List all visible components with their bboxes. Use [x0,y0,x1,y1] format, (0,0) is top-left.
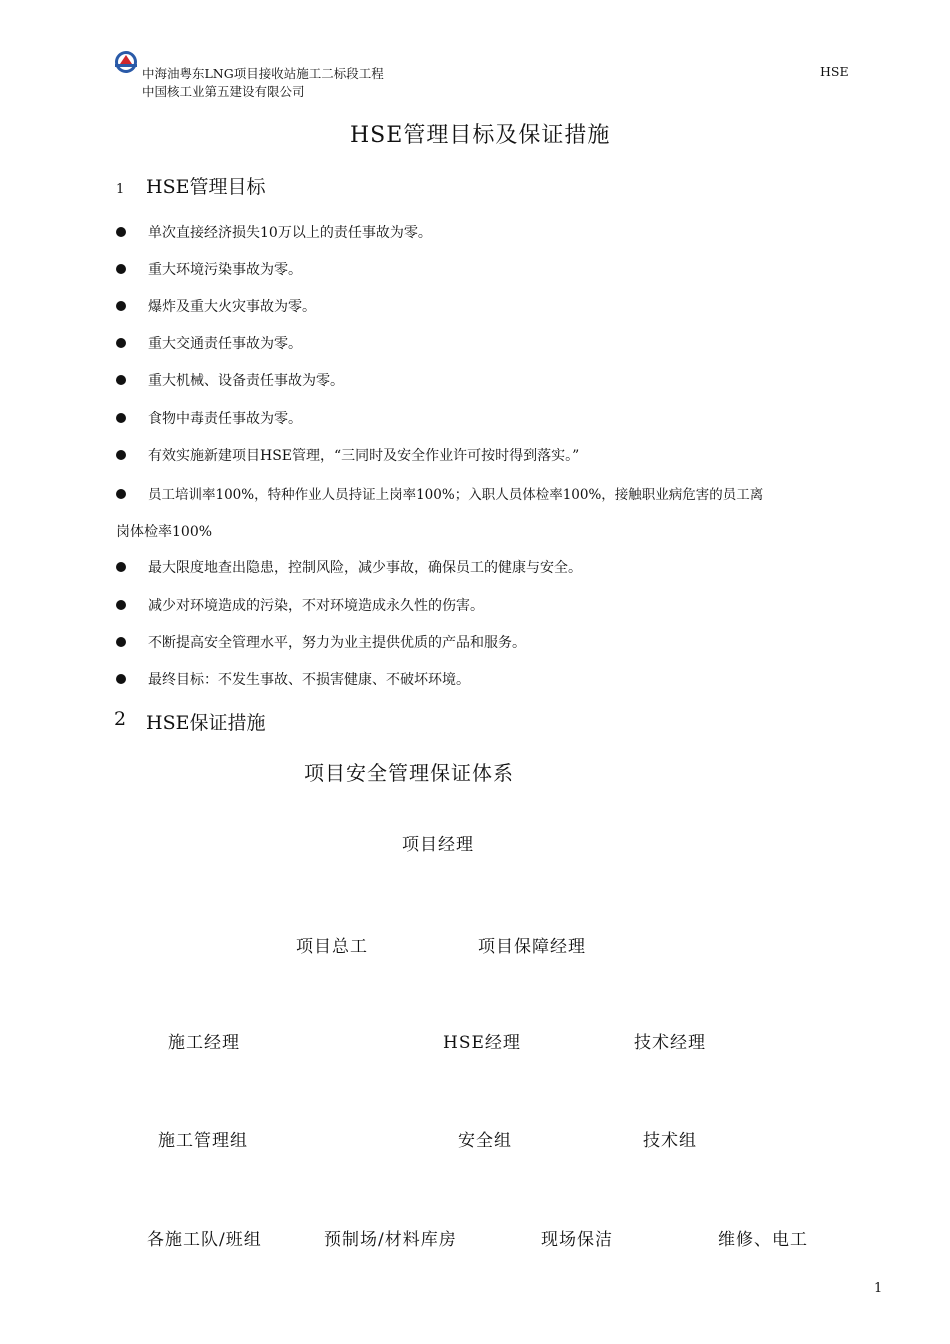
header-project-name: 中海油粤东LNG项目接收站施工二标段工程 [142,66,384,81]
org-node-work-teams: 各施工队/班组 [147,1230,262,1250]
org-node-construction-group: 施工管理组 [158,1131,248,1151]
header-company-name: 中国核工业第五建设有限公司 [142,84,305,99]
bullet-icon [116,600,126,610]
section1-heading: HSE管理目标 [146,176,266,198]
bullet-icon [116,674,126,684]
org-node-site-cleaning: 现场保洁 [541,1230,613,1250]
org-node-support-manager: 项目保障经理 [478,937,586,957]
org-node-chief-engineer: 项目总工 [296,937,368,957]
list-item: 单次直接经济损失10万以上的责任事故为零。 [116,222,432,242]
list-item: 重大机械、设备责任事故为零。 [116,370,344,390]
list-item: 员工培训率100%，特种作业人员持证上岗率100%；入职人员体检率100%，接触职业病危害的员工离 [116,483,763,503]
bullet-icon [116,301,126,311]
list-item-continuation: 岗体检率100% [116,524,213,540]
company-logo-icon [112,50,140,74]
list-item: 爆炸及重大火灾事故为零。 [116,296,316,316]
org-node-technical-group: 技术组 [643,1131,697,1151]
bullet-icon [116,637,126,647]
list-item: 有效实施新建项目HSE管理，“三同时及安全作业许可按时得到落实。” [116,445,579,465]
list-item: 最大限度地查出隐患，控制风险，减少事故，确保员工的健康与安全。 [116,557,582,577]
org-chart-title: 项目安全管理保证体系 [304,761,514,785]
list-item: 食物中毒责任事故为零。 [116,408,302,428]
list-item: 最终目标：不发生事故、不损害健康、不破坏环境。 [116,669,470,689]
bullet-icon [116,338,126,348]
org-node-technical-manager: 技术经理 [634,1033,706,1053]
list-item: 减少对环境造成的污染，不对环境造成永久性的伤害。 [116,595,484,615]
org-node-maintenance-electrician: 维修、电工 [718,1230,808,1250]
bullet-icon [116,489,126,499]
bullet-icon [116,413,126,423]
bullet-icon [116,562,126,572]
bullet-icon [116,264,126,274]
bullet-icon [116,227,126,237]
section2-number: 2 [114,708,127,730]
list-item: 不断提高安全管理水平，努力为业主提供优质的产品和服务。 [116,632,526,652]
section2-heading: HSE保证措施 [146,712,266,734]
bullet-icon [116,450,126,460]
section1-number: 1 [116,182,125,197]
header-tag: HSE [820,64,849,79]
org-node-hse-manager: HSE经理 [443,1033,521,1053]
org-node-prefab-warehouse: 预制场/材料库房 [324,1230,457,1250]
page-number: 1 [874,1281,883,1296]
document-title: HSE管理目标及保证措施 [350,123,611,148]
org-node-construction-manager: 施工经理 [168,1033,240,1053]
list-item: 重大交通责任事故为零。 [116,333,302,353]
list-item: 重大环境污染事故为零。 [116,259,302,279]
org-node-safety-group: 安全组 [458,1131,512,1151]
org-node-project-manager: 项目经理 [402,835,474,855]
bullet-icon [116,375,126,385]
